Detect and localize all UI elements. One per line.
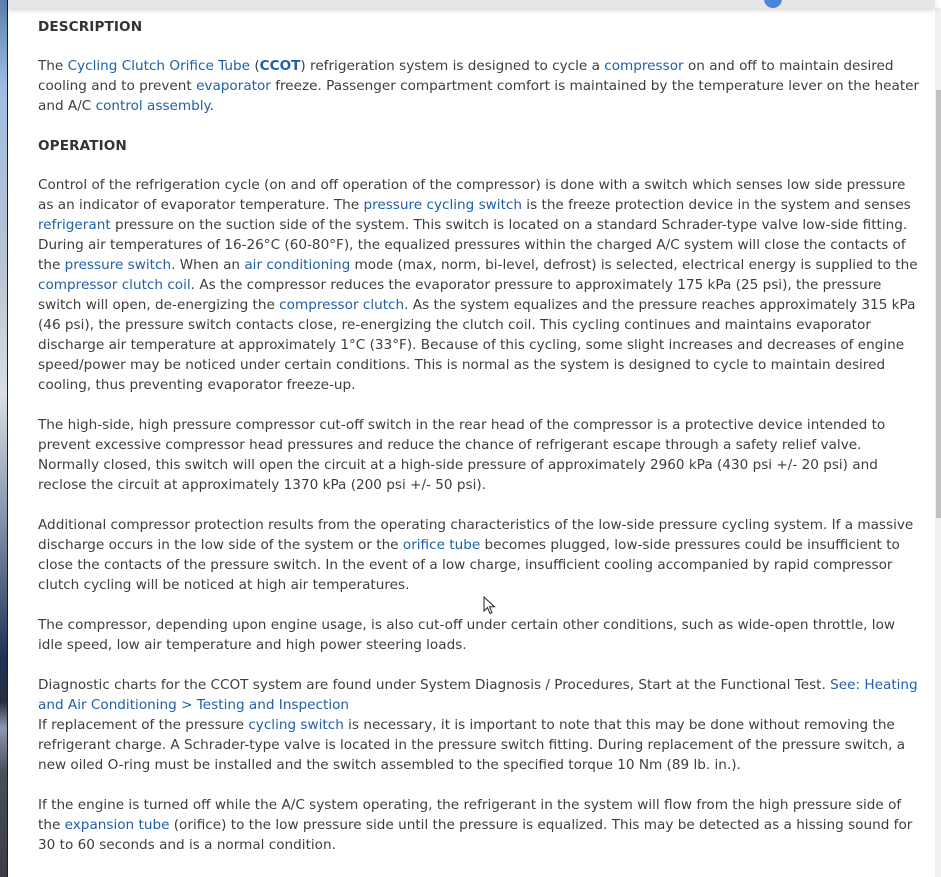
link-evaporator[interactable]: evaporator — [196, 78, 271, 94]
link-expansion-tube[interactable]: expansion tube — [64, 817, 170, 833]
article-content — [38, 10, 922, 875]
operation-paragraph-2: The high-side, high pressure compressor cut-off switch in the rear head of the compressor is a protective device intended to prevent excessive compressor head pressures and reduce the chance of refrigerant escape through a safety relief valve. Normally closed, this switch will open the circuit at a high-side pressure of approximately 2960 kPa (430 psi +/- 20 psi) and reclose the circuit at approximately 1370 kPa (200 psi +/- 50 psi). — [38, 417, 886, 493]
text: is necessary, it is important to note that this may be done without removing the refrigerant charge. A Schrader-type valve is located in the pressure switch fitting. During replacement of the pressure switch, a new oiled O-ring must be installed and the switch assembled to the specified torque 10 Nm (89 lb. in.). — [38, 717, 906, 773]
operation-paragraph-5 — [38, 675, 922, 715]
text: mode (max, norm, bi-level, defrost) is selected, electrical energy is supplied to the — [350, 257, 918, 273]
operation-paragraph-3 — [38, 515, 922, 595]
text: . As the compressor reduces the evaporator pressure to approximately 175 kPa (25 psi), the pressure switch will open, de-energizing the — [38, 277, 882, 313]
user-avatar-icon[interactable] — [764, 0, 782, 8]
link-cycling-switch[interactable]: cycling switch — [248, 717, 344, 733]
text: is the freeze protection device in the system and senses — [521, 197, 911, 213]
text: . When an — [171, 257, 245, 273]
description-paragraph — [38, 56, 922, 116]
text: ) refrigeration system is designed to cycle a — [300, 58, 605, 74]
text: If replacement of the pressure — [38, 717, 249, 733]
link-compressor[interactable]: compressor — [604, 58, 684, 74]
section-title-operation: OPERATION — [38, 138, 127, 154]
desktop-background-strip — [0, 0, 8, 877]
text: The — [38, 58, 68, 74]
link-air-conditioning[interactable]: air conditioning — [244, 257, 351, 273]
link-pressure-cycling-switch[interactable]: pressure cycling switch — [363, 197, 522, 213]
text: . As the system equalizes and the pressure reaches approximately 315 kPa (46 psi), the pressure switch contacts close, re-energizing the clutch coil. This cycling continues and maintains evaporator discharge air temperature at approximately 1°C (33°F). Because of this cycling, some slight increases and decreases of engine speed/power may be noticed under certain conditions. This is normal as the system is designed to cycle to maintain desired cooling, thus preventing evaporator freeze-up. — [38, 297, 916, 393]
link-ccot[interactable]: CCOT — [259, 58, 301, 74]
text: Diagnostic charts for the CCOT system are found under System Diagnosis / Procedures, Start at the Functional Test. — [38, 677, 831, 693]
vertical-scrollbar[interactable] — [935, 8, 941, 877]
scrollbar-thumb[interactable] — [936, 90, 941, 518]
link-orifice-tube[interactable]: orifice tube — [402, 537, 481, 553]
link-compressor-clutch-coil[interactable]: compressor clutch coil — [38, 277, 191, 293]
operation-paragraph-4: The compressor, depending upon engine usage, is also cut-off under certain other conditions, such as wide-open throttle, low idle speed, low air temperature and high power steering loads. — [38, 617, 896, 653]
text: ( — [250, 58, 260, 74]
link-see-heating-testing-inspection[interactable]: See: Heating and Air Conditioning > Testing and Inspection — [38, 677, 918, 713]
operation-paragraph-6 — [38, 715, 922, 775]
text: becomes plugged, low-side pressures could be insufficient to close the contacts of the pressure switch. In the event of a low charge, insufficient cooling accompanied by rapid compressor clutch cycling will be noticed at high air temperatures. — [38, 537, 900, 593]
text: (orifice) to the low pressure side until the pressure is equalized. This may be detected as a hissing sound for 30 to 60 seconds and is a normal condition. — [38, 817, 913, 853]
top-toolbar — [8, 0, 935, 8]
text: freeze. Passenger compartment comfort is maintained by the temperature lever on the heater and A/C — [38, 78, 920, 114]
operation-paragraph-1 — [38, 175, 922, 395]
link-compressor-clutch[interactable]: compressor clutch — [279, 297, 405, 313]
section-title-description: DESCRIPTION — [38, 19, 143, 35]
link-pressure-switch[interactable]: pressure switch — [64, 257, 172, 273]
text: on and off to maintain desired cooling and to prevent — [38, 58, 894, 94]
text: If the engine is turned off while the A/C system operating, the refrigerant in the system will flow from the high pressure side of the — [38, 797, 902, 833]
text: . — [209, 98, 214, 114]
link-refrigerant[interactable]: refrigerant — [38, 217, 111, 233]
text: pressure on the suction side of the system. This switch is located on a standard Schrader-type valve low-side fitting. During air temperatures of 16-26°C (60-80°F), the equalized pressures within the charged A/C system will close the contacts of the — [38, 217, 908, 273]
link-cycling-clutch-orifice-tube[interactable]: Cycling Clutch Orifice Tube — [67, 58, 250, 74]
text: Additional compressor protection results from the operating characteristics of the low-side pressure cycling system. If a massive discharge occurs in the low side of the system or the — [38, 517, 914, 553]
text: Control of the refrigeration cycle (on and off operation of the compressor) is done with a switch which senses low side pressure as an indicator of evaporator temperature. The — [38, 177, 906, 213]
link-control-assembly[interactable]: control assembly — [95, 98, 210, 114]
operation-paragraph-7 — [38, 795, 922, 855]
